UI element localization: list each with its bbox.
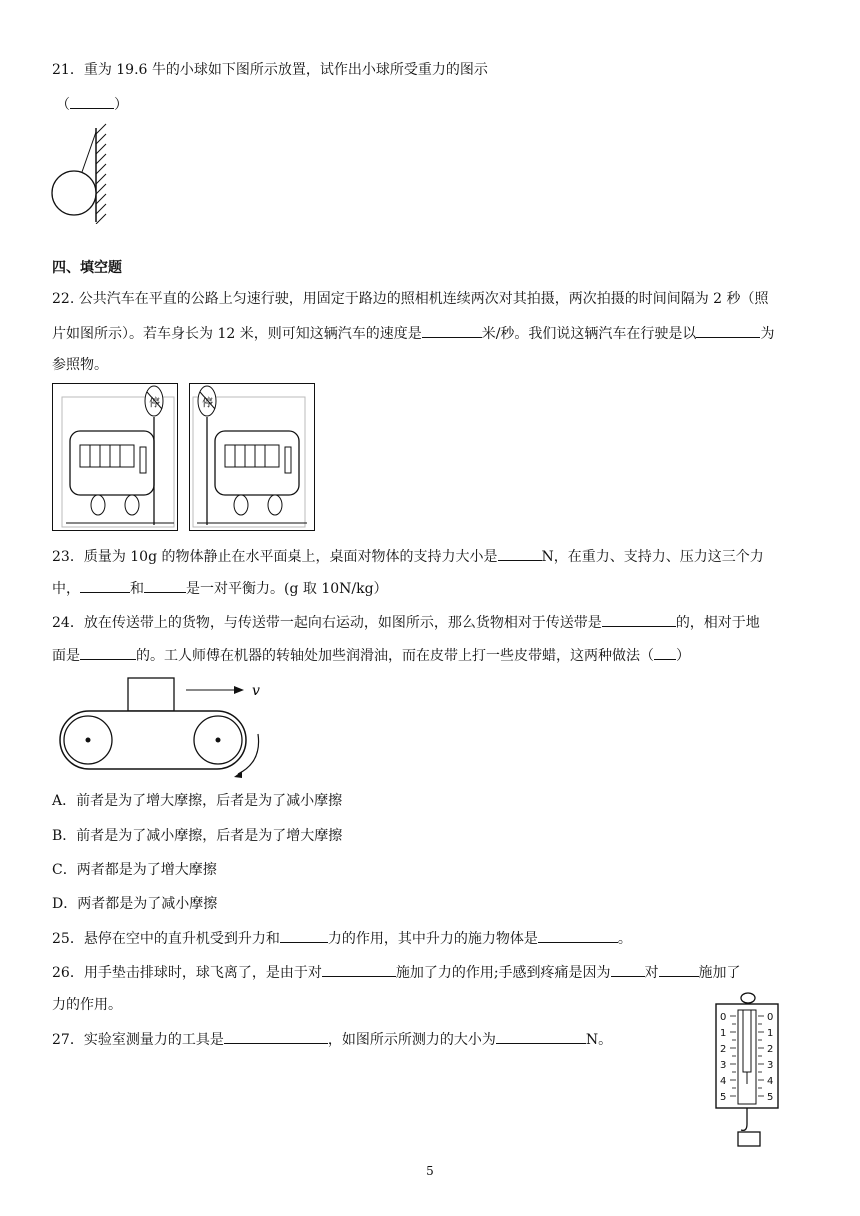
conveyor-belt-figure: [58, 674, 272, 778]
q21-answer: [56, 94, 128, 115]
scale-label-right: 4: [767, 1076, 774, 1087]
section-title: 四、填空题: [52, 260, 122, 276]
scale-label-left: 1: [720, 1028, 727, 1039]
scale-label-right: 5: [767, 1092, 774, 1103]
spring-scale-figure: [712, 990, 788, 1150]
q22-line1: 22. 公共汽车在平直的公路上匀速行驶，用固定于路边的照相机连续两次对其拍摄，两次拍摄的时间间隔为 2 秒（照: [52, 291, 769, 307]
q24-blank-choice[interactable]: [654, 645, 676, 660]
q26-blank-3[interactable]: [659, 962, 699, 977]
q27-blank-tool[interactable]: [224, 1029, 328, 1044]
stop-sign-text: 停: [149, 396, 160, 409]
stop-sign-text: 停: [202, 396, 213, 409]
q23-line2: 中， 和 是一对平衡力。(g 取 10N/kg）: [52, 578, 388, 599]
scale-label-left: 4: [720, 1076, 727, 1087]
velocity-label: v: [252, 683, 260, 699]
q26-blank-1[interactable]: [322, 962, 396, 977]
bus-photo-1: [52, 383, 178, 531]
scale-label-right: 0: [767, 1012, 774, 1023]
scale-label-right: 1: [767, 1028, 774, 1039]
q27-line: 27．实验室测量力的工具是 ，如图所示所测力的大小为 N。: [52, 1029, 612, 1050]
q22-line2: 片如图所示）。若车身长为 12 米，则可知这辆汽车的速度是 米/秒。我们说这辆汽车在行驶是以 为: [52, 323, 774, 344]
q24-line2: 面是 的。工人师傅在机器的转轴处加些润滑油，而在皮带上打一些皮带蜡，这两种做法（ ）: [52, 645, 690, 666]
q21-blank[interactable]: [70, 94, 114, 109]
q25-line: 25．悬停在空中的直升机受到升力和 力的作用，其中升力的施力物体是 。: [52, 928, 632, 949]
q26-line1: 26．用手垫击排球时，球飞离了，是由于对 施加了力的作用;手感到疼痛是因为 对 施加了: [52, 962, 741, 983]
q24-blank-belt[interactable]: [602, 612, 676, 627]
q26-line2: 力的作用。: [52, 997, 122, 1013]
scale-label-left: 2: [720, 1044, 727, 1055]
scale-label-left: 3: [720, 1060, 727, 1071]
q24-option-a[interactable]: A．前者是为了增大摩擦，后者是为了减小摩擦: [52, 793, 343, 809]
q24-line1: 24．放在传送带上的货物，与传送带一起向右运动，如图所示，那么货物相对于传送带是 的，相对于地: [52, 612, 760, 633]
q26-blank-2[interactable]: [611, 962, 645, 977]
paren-open: （: [56, 97, 70, 113]
scale-label-left: 0: [720, 1012, 727, 1023]
page-number: 5: [426, 1164, 434, 1178]
paren-close: ）: [114, 97, 128, 113]
q24-option-c[interactable]: C．两者都是为了增大摩擦: [52, 862, 217, 878]
scale-label-right: 2: [767, 1044, 774, 1055]
q23-blank-support[interactable]: [498, 546, 542, 561]
q27-blank-value[interactable]: [496, 1029, 586, 1044]
q24-option-b[interactable]: B．前者是为了减小摩擦，后者是为了增大摩擦: [52, 828, 343, 844]
q22-line3: 参照物。: [52, 357, 108, 373]
q22-blank-speed[interactable]: [422, 323, 482, 338]
q25-blank-force[interactable]: [280, 928, 328, 943]
q21-text: 21．重为 19.6 牛的小球如下图所示放置，试作出小球所受重力的图示: [52, 62, 488, 78]
q23-line1: 23．质量为 10g 的物体静止在水平面桌上，桌面对物体的支持力大小是 N，在重力、支持力、压力这三个力: [52, 546, 764, 567]
q25-blank-source[interactable]: [538, 928, 618, 943]
scale-label-right: 3: [767, 1060, 774, 1071]
q24-option-d[interactable]: D．两者都是为了减小摩擦: [52, 896, 218, 912]
q23-blank-force1[interactable]: [80, 578, 130, 593]
scale-label-left: 5: [720, 1092, 727, 1103]
bus-photo-2: [189, 383, 315, 531]
q24-blank-ground[interactable]: [80, 645, 136, 660]
q23-blank-force2[interactable]: [144, 578, 186, 593]
ball-on-wall-figure: [50, 120, 120, 224]
q22-blank-reference[interactable]: [696, 323, 760, 338]
